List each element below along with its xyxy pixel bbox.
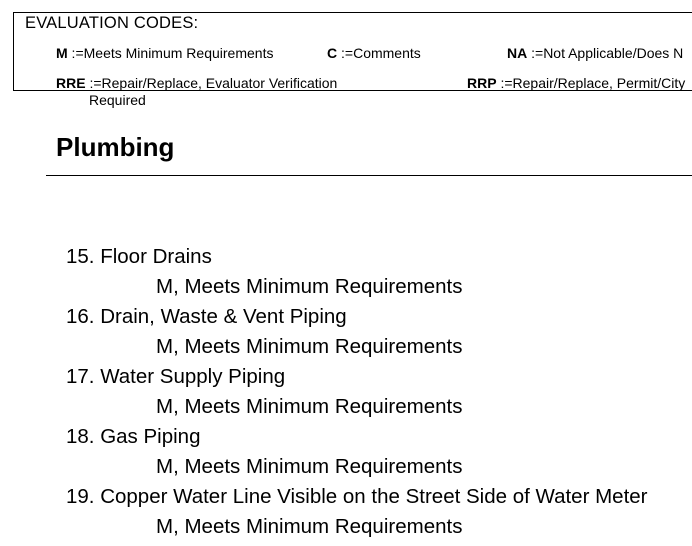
inspection-item — [66, 422, 648, 482]
code-description: :=Meets Minimum Requirements — [67, 45, 274, 61]
section-title: Plumbing — [56, 132, 175, 162]
code-repair-replace-permit — [467, 75, 685, 91]
code-meets-minimum — [56, 45, 273, 61]
code-description: :=Comments — [337, 45, 421, 61]
inspection-item — [66, 302, 648, 362]
code-abbr: RRE — [56, 75, 86, 91]
inspection-item — [66, 362, 648, 422]
code-repair-replace-evaluator — [56, 75, 337, 91]
item-status: M, Meets Minimum Requirements — [156, 395, 463, 418]
code-abbr: C — [327, 45, 338, 61]
item-name: 18. Gas Piping — [66, 425, 201, 448]
section-divider — [46, 175, 692, 176]
code-description: :=Repair/Replace, Evaluator Verification — [85, 75, 338, 91]
code-description: :=Repair/Replace, Permit/City — [496, 75, 686, 91]
code-continuation-text: Required — [89, 92, 146, 108]
code-abbr: NA — [507, 45, 528, 61]
code-abbr: RRP — [467, 75, 497, 91]
inspection-item — [66, 242, 648, 302]
item-status: M, Meets Minimum Requirements — [156, 455, 463, 478]
item-name: 15. Floor Drains — [66, 245, 212, 268]
item-name: 16. Drain, Waste & Vent Piping — [66, 305, 347, 328]
code-not-applicable — [507, 45, 683, 61]
item-status: M, Meets Minimum Requirements — [156, 515, 463, 538]
inspection-item — [66, 482, 648, 542]
item-status: M, Meets Minimum Requirements — [156, 335, 463, 358]
item-name: 19. Copper Water Line Visible on the Street Side of Water Meter — [66, 485, 648, 508]
item-status: M, Meets Minimum Requirements — [156, 275, 463, 298]
code-comments — [327, 45, 421, 61]
item-name: 17. Water Supply Piping — [66, 365, 286, 388]
code-abbr: M — [56, 45, 68, 61]
code-description: :=Not Applicable/Does N — [527, 45, 684, 61]
inspection-item-list — [66, 242, 648, 542]
evaluation-codes-title: EVALUATION CODES: — [25, 14, 199, 32]
